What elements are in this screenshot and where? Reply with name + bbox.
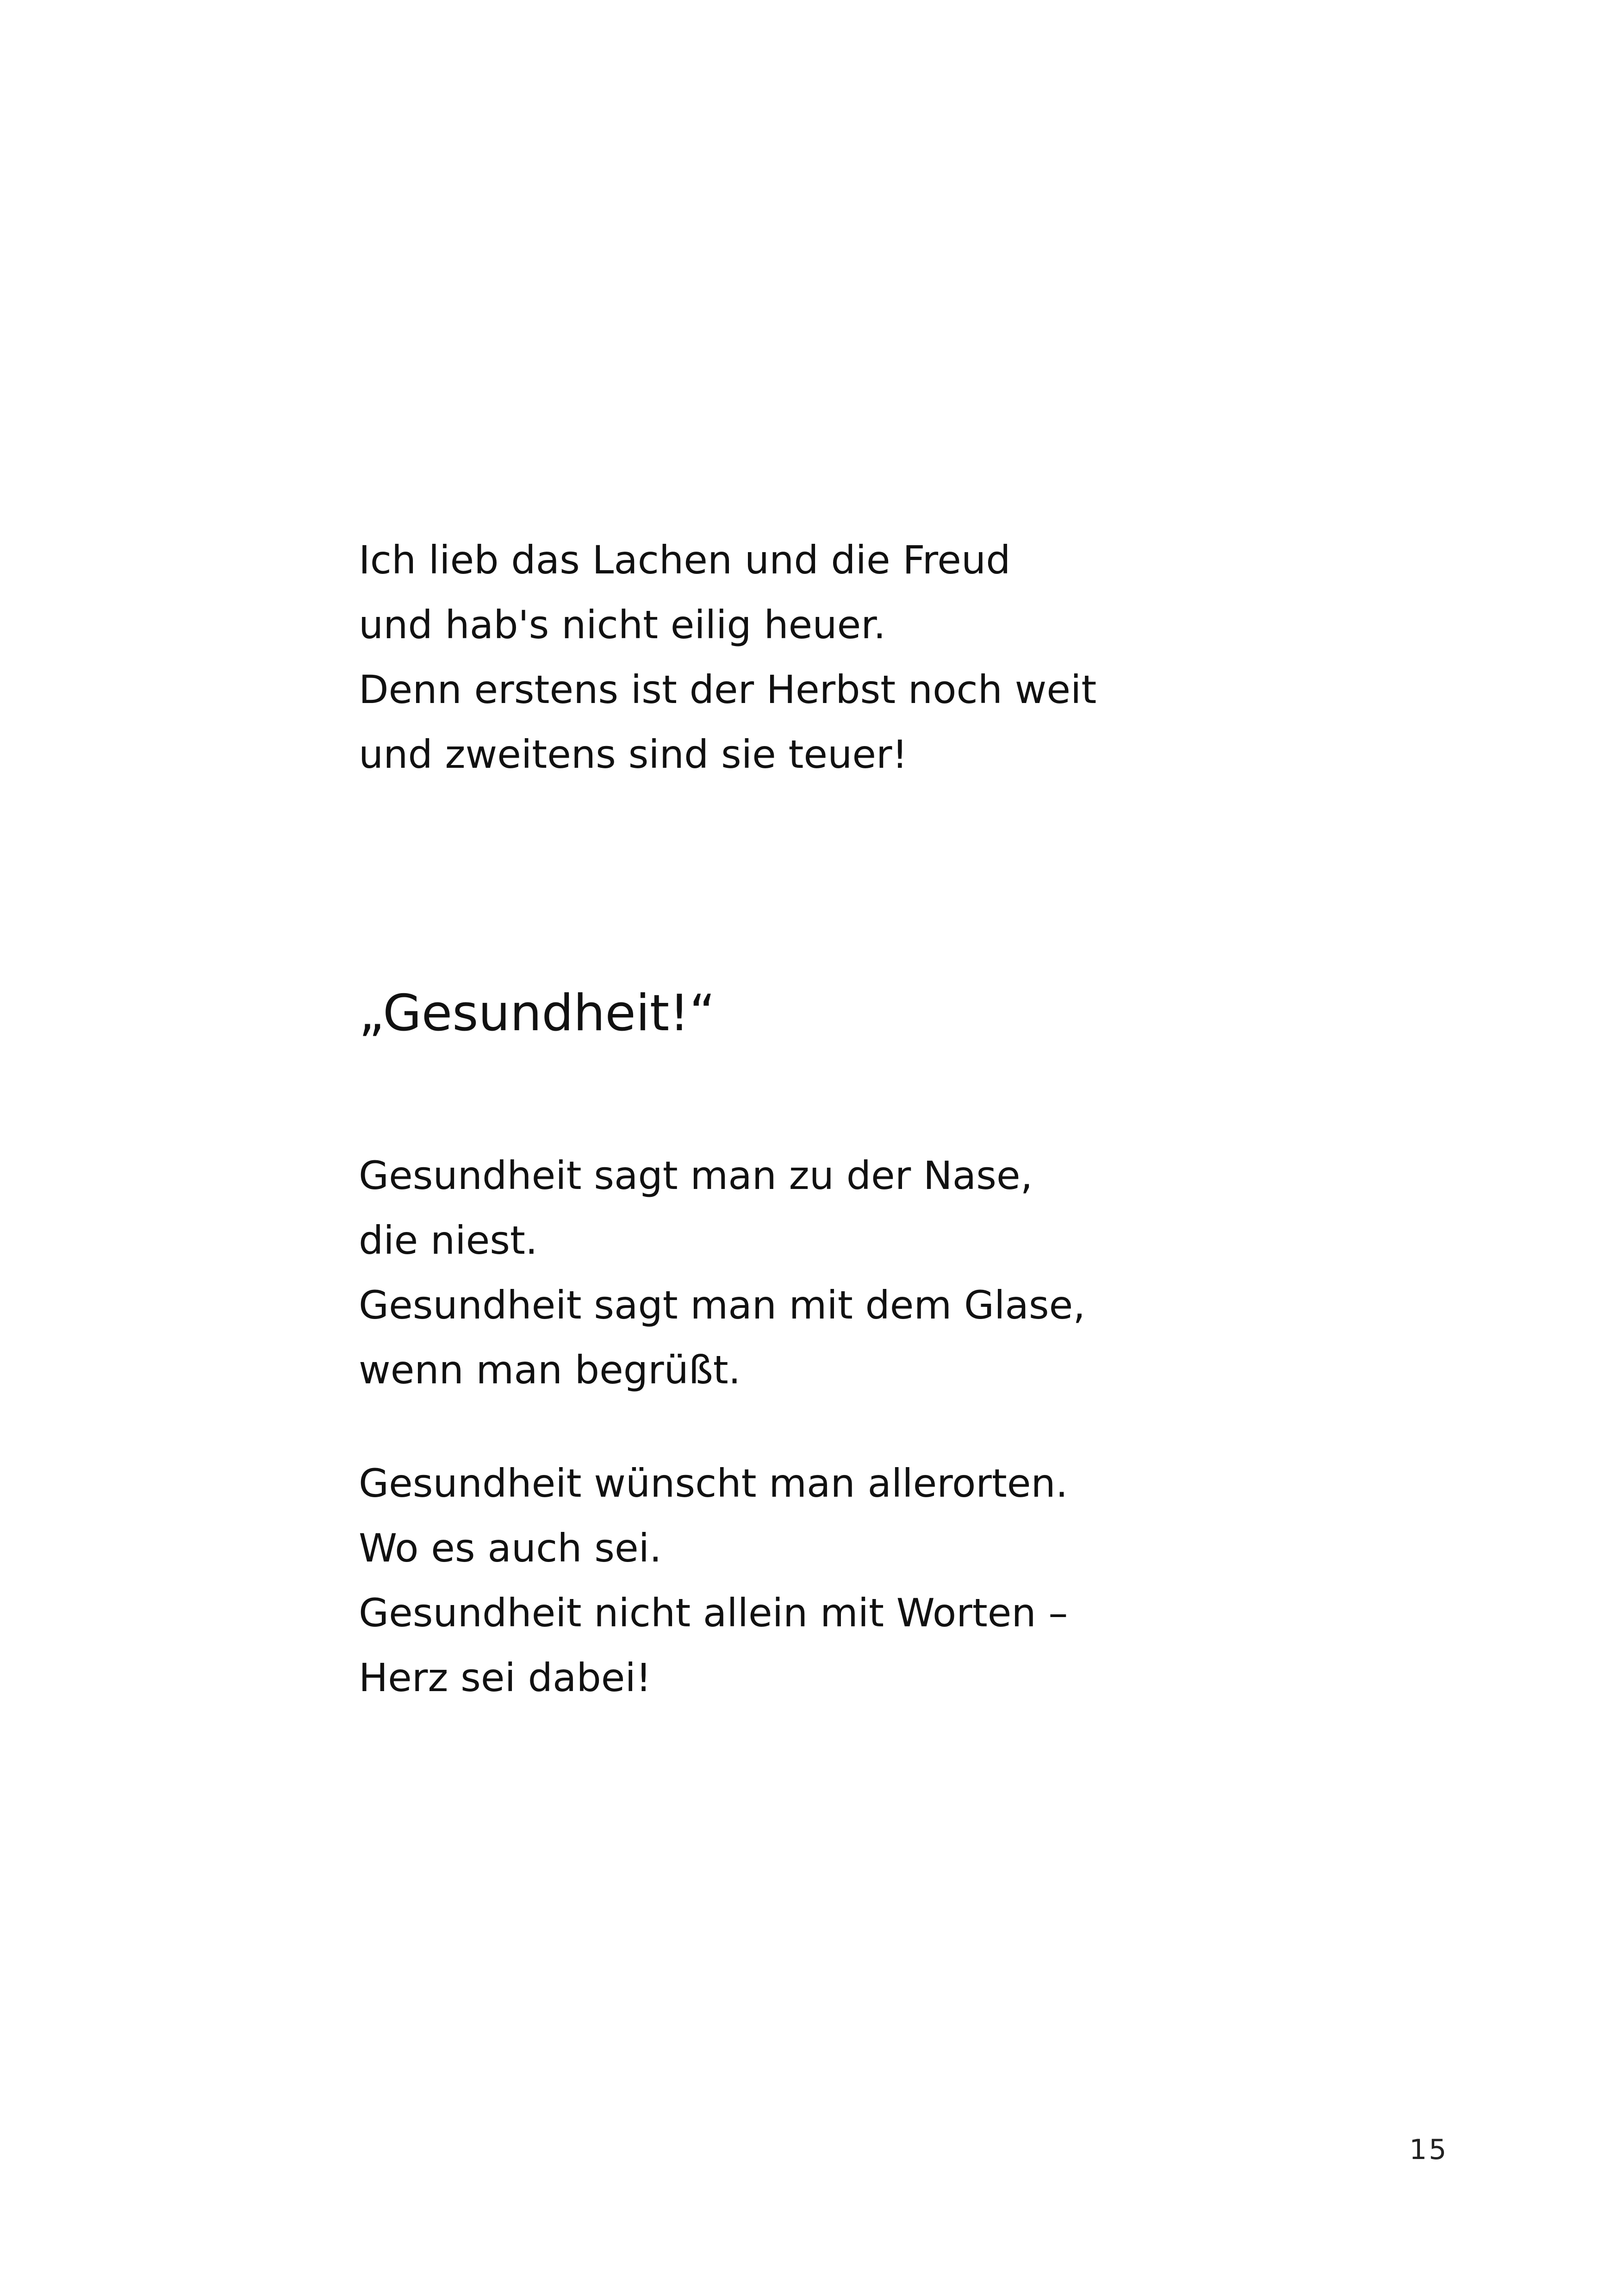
verse-line: Gesundheit sagt man mit dem Glase, [359, 1282, 1086, 1328]
poem-title: „Gesundheit!“ [359, 984, 716, 1042]
verse-line: Gesundheit nicht allein mit Worten – [359, 1590, 1068, 1636]
verse-line: und hab's nicht eilig heuer. [359, 602, 886, 647]
stanza-1 [359, 528, 1096, 787]
stanza-3 [359, 1451, 1068, 1710]
verse-line: Herz sei dabei! [359, 1655, 652, 1700]
stanza-2 [359, 1143, 1085, 1402]
verse-line: Gesundheit wünscht man allerorten. [359, 1461, 1068, 1506]
verse-line: und zweitens sind sie teuer! [359, 732, 908, 777]
verse-line: die niest. [359, 1218, 538, 1263]
verse-line: Gesundheit sagt man zu der Nase, [359, 1153, 1033, 1198]
verse-line: Ich lieb das Lachen und die Freud [359, 537, 1011, 583]
verse-line: Denn erstens ist der Herbst noch weit [359, 667, 1097, 712]
verse-line: Wo es auch sei. [359, 1525, 662, 1571]
page-number: 15 [1409, 2134, 1449, 2166]
verse-line: wenn man begrüßt. [359, 1347, 741, 1393]
